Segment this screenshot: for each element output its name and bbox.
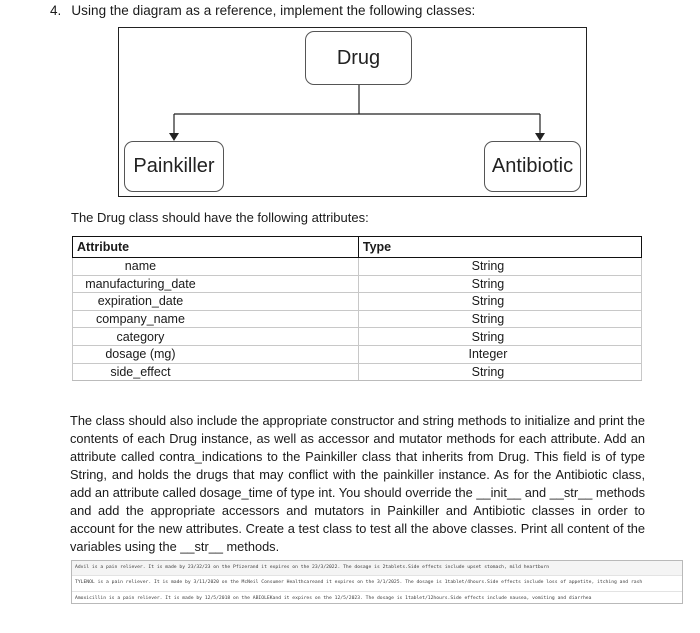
painkiller-class-label: Painkiller (133, 155, 215, 177)
attribute-type-cell: String (358, 275, 641, 293)
painkiller-arrowhead (169, 133, 179, 141)
attribute-name-cell: side_effect (73, 363, 359, 381)
attribute-type-cell: String (358, 310, 641, 328)
table-row (73, 328, 642, 346)
class-diagram (118, 27, 587, 197)
instructions-paragraph: The class should also include the appropriate constructor and string methods to initialize and print the contents of each Drug instance, as well as accessor and mutator methods for each attribute. Add an attribute called contra_indications to the Painkiller class that inherits from Drug. This field is of type String, and holds the drugs that may conflict with the painkiller instance. As for the Antibiotic class, add an attribute called dosage_time of type int. You should override the __init__ and __str__ methods and add the appropriate accessors and mutators in Painkiller and Antibiotic classes in order to account for the new attributes. Create a test class to test all the above classes. Print all content of the variables using the __str__ methods. (70, 413, 645, 554)
antibiotic-arrowhead (535, 133, 545, 141)
attribute-type-cell: String (358, 258, 641, 276)
sample-output-line: Amoxicillin is a pain reliever. It is made by 12/5/2018 on the ABIOLEKand it expires on the 12/5/2023. The dosage is 1tablet/12hours.Side effects include nausea, vomiting and diarrhea (72, 592, 682, 604)
attribute-column-header: Attribute (73, 237, 359, 258)
attribute-name-cell: company_name (73, 310, 359, 328)
attribute-name-cell: name (73, 258, 359, 276)
attribute-name-cell: dosage (mg) (73, 345, 359, 363)
table-header-row (73, 237, 642, 258)
question-text: Using the diagram as a reference, implement the following classes: (71, 3, 476, 18)
sample-output-line: TYLENOL is a pain reliever. It is made by 3/11/2020 on the McNeil Consumer Healthcareand it expires on the 3/1/2025. The dosage is 1tablet/4hours.Side effects include loss of appetite, itching and rash (72, 576, 682, 591)
drug-class-box (305, 31, 412, 85)
question-heading (50, 3, 475, 18)
attribute-type-cell: Integer (358, 345, 641, 363)
drug-class-label: Drug (336, 46, 381, 69)
painkiller-class-box (124, 141, 224, 192)
sample-output-line: Advil is a pain reliever. It is made by 23/32/23 on the Pfizerand it expires on the 23/3/2022. The dosage is 2tablets.Side effects include upset stomach, mild heartburn (72, 561, 682, 576)
antibiotic-class-box (484, 141, 581, 192)
table-row (73, 345, 642, 363)
attribute-type-cell: String (358, 293, 641, 311)
table-row (73, 363, 642, 381)
question-number: 4. (50, 3, 62, 18)
attribute-type-cell: String (358, 363, 641, 381)
table-row (73, 275, 642, 293)
attribute-name-cell: expiration_date (73, 293, 359, 311)
antibiotic-class-label: Antibiotic (491, 155, 574, 177)
sample-output-box (71, 560, 683, 604)
attribute-name-cell: manufacturing_date (73, 275, 359, 293)
table-row (73, 310, 642, 328)
attribute-type-cell: String (358, 328, 641, 346)
table-row (73, 258, 642, 276)
attribute-name-cell: category (73, 328, 359, 346)
attributes-table (72, 236, 642, 381)
type-column-header: Type (358, 237, 641, 258)
attributes-intro: The Drug class should have the following attributes: (71, 210, 369, 225)
table-row (73, 293, 642, 311)
